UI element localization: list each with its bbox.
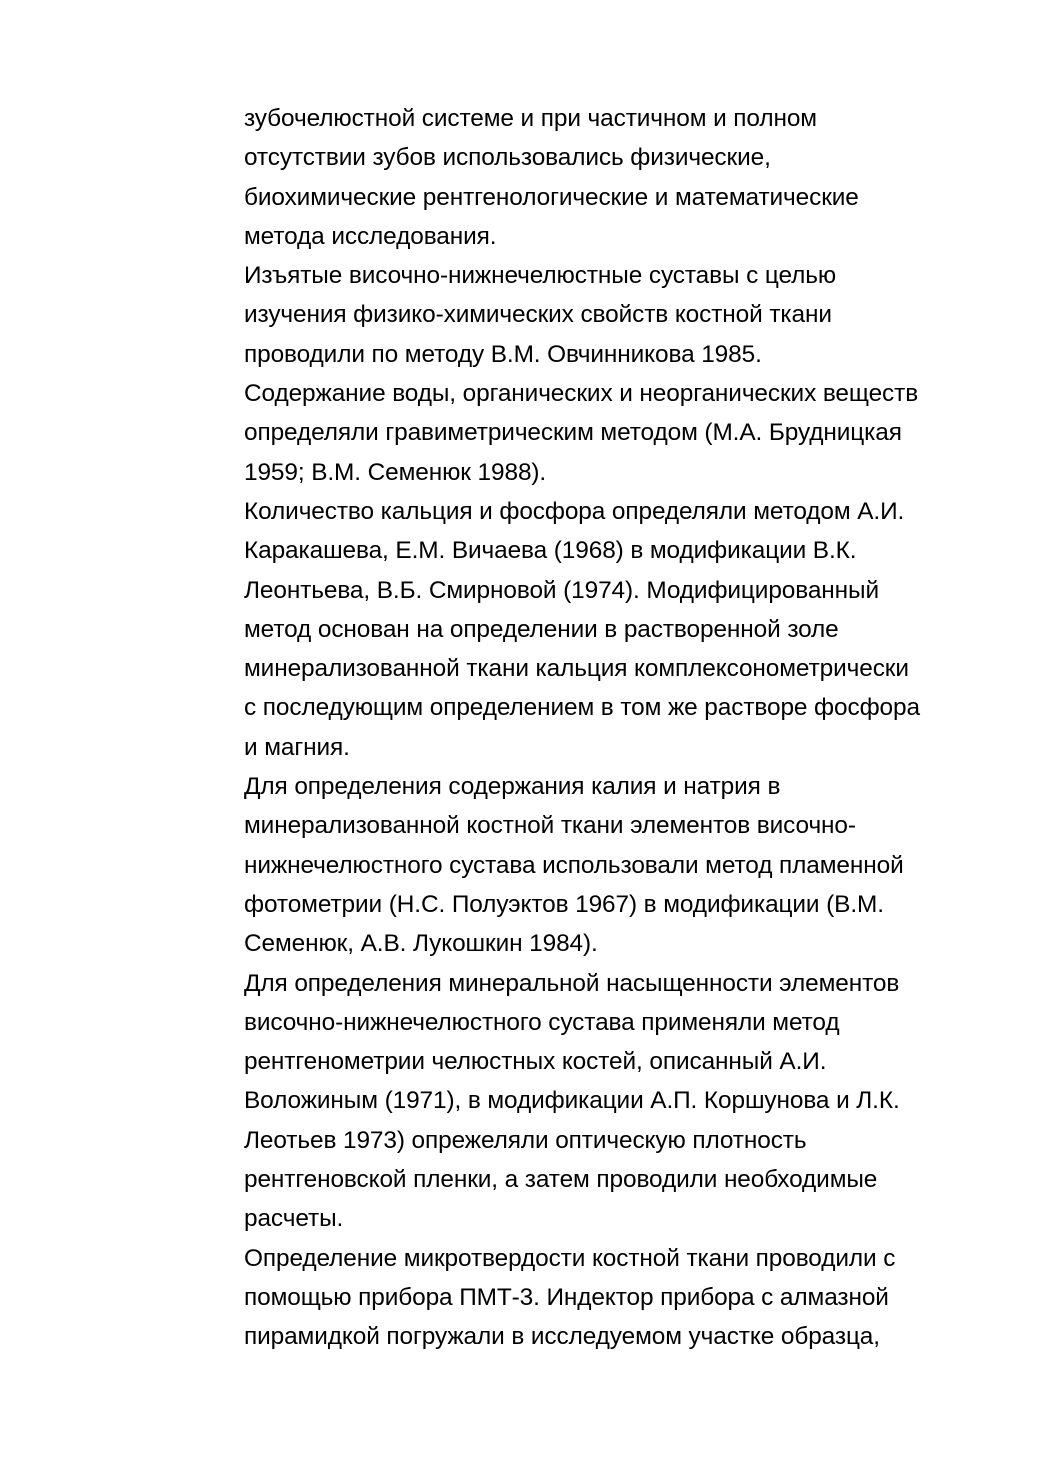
text-line: минерализованной костной ткани элементов височно- bbox=[244, 812, 856, 840]
text-line: и магния. bbox=[244, 733, 350, 761]
text-line: изучения физико-химических свойств костной ткани bbox=[244, 301, 832, 329]
text-line: метод основан на определении в растворенной золе bbox=[244, 615, 839, 643]
text-line: Для определения минеральной насыщенности элементов bbox=[244, 969, 900, 997]
text-line: Леонтьева, В.Б. Смирновой (1974). Модифицированный bbox=[244, 576, 880, 604]
text-line: зубочелюстной системе и при частичном и полном bbox=[244, 105, 817, 132]
text-line: рентгенометрии челюстных костей, описанный А.И. bbox=[244, 1048, 827, 1076]
text-line: метода исследования. bbox=[244, 222, 497, 250]
body-text bbox=[244, 99, 984, 1357]
text-line: определяли гравиметрическим методом (М.А. Брудницкая bbox=[244, 419, 902, 447]
text-line: Леотьев 1973) опрежеляли оптическую плотность bbox=[244, 1126, 807, 1154]
text-line: проводили по методу В.М. Овчинникова 1985. bbox=[244, 340, 762, 368]
text-line: помощью прибора ПМТ-3. Индектор прибора с алмазной bbox=[244, 1283, 889, 1311]
text-line: нижнечелюстного сустава использовали метод пламенной bbox=[244, 851, 904, 879]
text-line: Изъятые височно-нижнечелюстные суставы с целью bbox=[244, 262, 837, 290]
text-line: с последующим определением в том же растворе фосфора bbox=[244, 694, 920, 722]
text-line: Количество кальция и фосфора определяли методом А.И. bbox=[244, 497, 905, 525]
text-line: Семенюк, А.В. Лукошкин 1984). bbox=[244, 930, 598, 958]
text-line: рентгеновской пленки, а затем проводили необходимые bbox=[244, 1166, 878, 1194]
text-line: Воложиным (1971), в модификации А.П. Коршунова и Л.К. bbox=[244, 1087, 900, 1115]
text-line: височно-нижнечелюстного сустава применяли метод bbox=[244, 1008, 840, 1036]
text-line: расчеты. bbox=[244, 1205, 344, 1233]
text-line: минерализованной ткани кальция комплексонометрически bbox=[244, 655, 909, 683]
text-line: Для определения содержания калия и натрия в bbox=[244, 773, 781, 801]
text-line: пирамидкой погружали в исследуемом участке образца, bbox=[244, 1323, 880, 1351]
text-line: Определение микротвердости костной ткани проводили с bbox=[244, 1244, 896, 1272]
text-line: отсутствии зубов использовались физические, bbox=[244, 144, 771, 172]
text-line: биохимические рентгенологические и математические bbox=[244, 183, 859, 211]
text-line: Содержание воды, органических и неорганических веществ bbox=[244, 380, 919, 408]
text-line: Каракашева, Е.М. Вичаева (1968) в модификации В.К. bbox=[244, 537, 857, 565]
text-line: фотометрии (Н.С. Полуэктов 1967) в модификации (В.М. bbox=[244, 890, 884, 918]
text-line: 1959; В.М. Семенюк 1988). bbox=[244, 458, 547, 486]
